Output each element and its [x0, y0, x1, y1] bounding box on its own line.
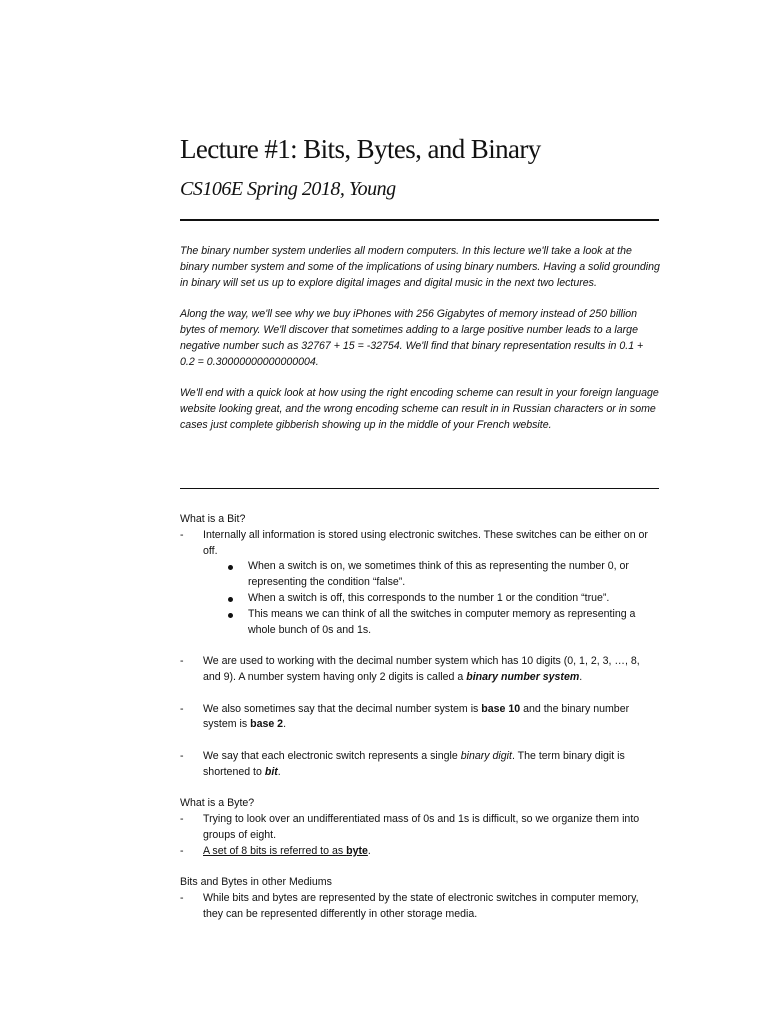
section-heading-byte: What is a Byte? — [180, 797, 255, 810]
lecture-body — [180, 512, 660, 923]
section-heading-mediums: Bits and Bytes in other Mediums — [180, 876, 332, 889]
bullet-item — [180, 591, 660, 607]
dash-marker: - — [180, 749, 184, 762]
list-item-text: We also sometimes say that the decimal number system is — [203, 702, 482, 715]
bullet-text: When a switch is off, this corresponds to the number 1 or the condition “true”. — [248, 591, 610, 604]
dash-marker: - — [180, 844, 184, 857]
emphasis-text: base 2 — [250, 718, 284, 731]
abstract-paragraph: The binary number system underlies all modern computers. In this lecture we'll take a look at the binary number system and some of the implications of using binary numbers. Having a solid grounding in binary will set us up to explore digital images and digital music in the next two lectures. — [180, 245, 660, 289]
list-item-text: . — [277, 765, 281, 778]
list-item-text: . — [367, 844, 371, 857]
bullet-text: This means we can think of all the switches in computer memory as representing a whole bunch of 0s and 1s. — [248, 607, 636, 636]
bullet-icon — [228, 565, 233, 570]
list-item-text: Trying to look over an undifferentiated mass of 0s and 1s is difficult, so we organize them into groups of eight. — [203, 813, 640, 841]
emphasis-text: base 10 — [481, 702, 521, 715]
bullet-list — [180, 559, 660, 638]
bullet-item — [180, 607, 660, 639]
emphasis-text: byte — [346, 844, 368, 857]
list-item-text: . The term binary digit is shortened to — [203, 749, 625, 778]
list-item-text: While bits and bytes are represented by the state of electronic switches in computer memory, they can be represented differently in other storage media. — [203, 892, 639, 920]
emphasis-text: bit — [264, 765, 278, 778]
list-item — [180, 749, 660, 781]
list-item-text: We say that each electronic switch represents a single — [203, 749, 461, 762]
abstract — [180, 244, 660, 449]
page-subtitle: CS106E Spring 2018, Young — [180, 178, 396, 200]
dash-marker: - — [180, 528, 184, 541]
abstract-paragraph: Along the way, we'll see why we buy iPhones with 256 Gigabytes of memory instead of 250 billion bytes of memory. We'll discover that sometimes adding to a large positive number leads to a large negative number such as 32767 + 15 = -32754. We'll find that binary representation results in 0.1 + 0.2 = 0.30000000000000004. — [180, 308, 644, 368]
list-item-text: and the binary number system is — [203, 702, 630, 731]
bullet-icon — [228, 597, 233, 602]
dash-marker: - — [180, 655, 184, 668]
list-item — [180, 528, 660, 560]
list-item — [180, 812, 660, 844]
emphasis-text: binary number system — [466, 670, 580, 683]
page-title: Lecture #1: Bits, Bytes, and Binary — [180, 134, 541, 164]
list-item-text: We are used to working with the decimal number system which has 10 digits (0, 1, 2, 3, …, 8, and 9). A number system having only 2 digits is called a — [203, 655, 640, 683]
bullet-icon — [228, 613, 233, 618]
list-item — [180, 891, 660, 923]
list-item-text: A set of 8 bits is referred to as — [203, 844, 347, 857]
abstract-paragraph: We'll end with a quick look at how using the right encoding scheme can result in your foreign language website looking great, and the wrong encoding scheme can result in in Russian characters or in some cases just complete gibberish showing up in the middle of your French website. — [180, 387, 659, 431]
bullet-item — [180, 559, 660, 591]
header-divider — [180, 219, 659, 221]
emphasis-text: binary digit — [460, 749, 512, 762]
dash-marker: - — [180, 813, 184, 826]
dash-marker: - — [180, 702, 184, 715]
list-item — [180, 654, 660, 686]
list-item-text: . — [283, 718, 287, 731]
list-item — [180, 702, 660, 734]
list-item-text: . — [579, 670, 583, 683]
section-divider — [180, 488, 659, 489]
list-item-text: Internally all information is stored using electronic switches. These switches can be either on or off. — [203, 528, 648, 557]
section-heading-bit: What is a Bit? — [180, 513, 246, 525]
bullet-text: When a switch is on, we sometimes think of this as representing the number 0, or representing the condition “false”. — [248, 560, 629, 589]
list-item — [180, 844, 660, 860]
dash-marker: - — [180, 892, 184, 905]
